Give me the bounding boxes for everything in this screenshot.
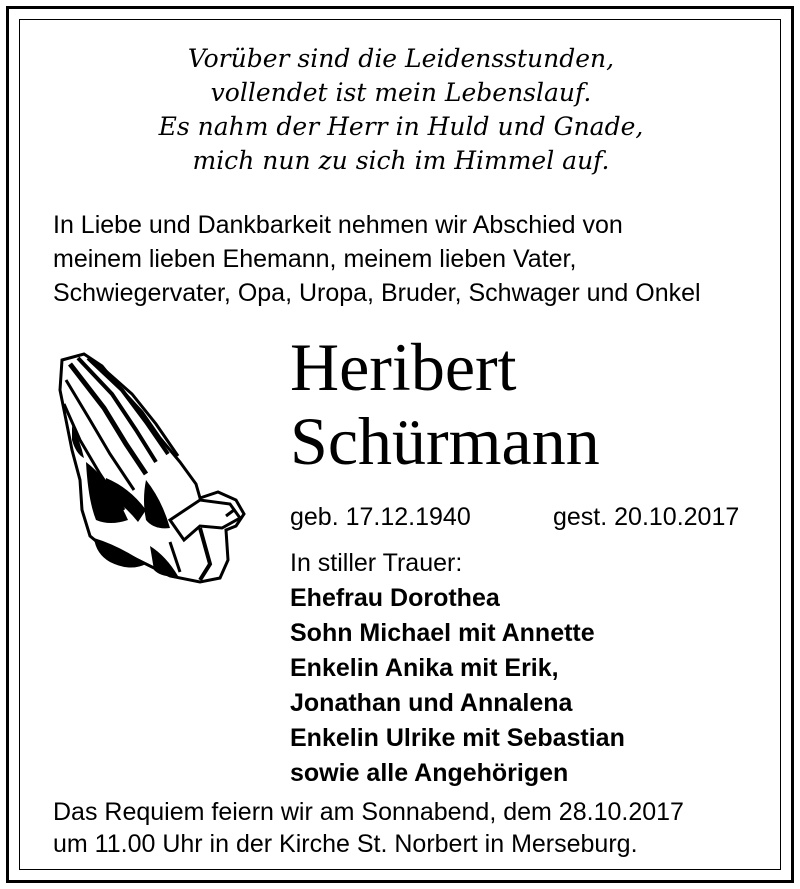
notice-outer-border [6,6,794,883]
poem-line: vollendet ist mein Lebenslauf. [210,78,592,107]
mourner-entry: sowie alle Angehörigen [290,759,569,787]
mourner-entry: Enkelin Ulrike mit Sebastian [290,724,625,752]
intro-line: Schwiegervater, Opa, Uropa, Bruder, Schwager und Onkel [53,279,701,307]
deceased-name [290,330,600,478]
deceased-last-name: Schürmann [290,403,600,479]
deceased-first-name: Heribert [290,329,517,405]
death-date: gest. 20.10.2017 [553,503,740,531]
mourners-header: In stiller Trauer: [290,549,463,577]
poem-line: mich nun zu sich im Himmel auf. [192,146,610,175]
mourner-entry: Jonathan und Annalena [290,689,573,717]
poem-line: Es nahm der Herr in Huld und Gnade, [158,112,644,141]
mourner-entry: Enkelin Anika mit Erik, [290,654,559,682]
service-line: Das Requiem feiern wir am Sonnabend, dem 28.10.2017 [53,798,684,826]
service-details [53,796,773,860]
intro-line: In Liebe und Dankbarkeit nehmen wir Abschied von [53,211,623,239]
intro-line: meinem lieben Ehemann, meinem lieben Vater, [53,245,577,273]
farewell-intro [53,208,773,310]
service-line: um 11.00 Uhr in der Kirche St. Norbert in Merseburg. [53,830,638,858]
poem-line: Vorüber sind die Leidensstunden, [187,44,615,73]
mourner-entry: Ehefrau Dorothea [290,584,500,612]
mourners-section [290,546,760,791]
memorial-poem [20,42,782,178]
praying-hands-icon [50,350,250,586]
notice-inner-border [19,19,781,870]
mourner-entry: Sohn Michael mit Annette [290,619,595,647]
birth-date: geb. 17.12.1940 [290,503,471,531]
